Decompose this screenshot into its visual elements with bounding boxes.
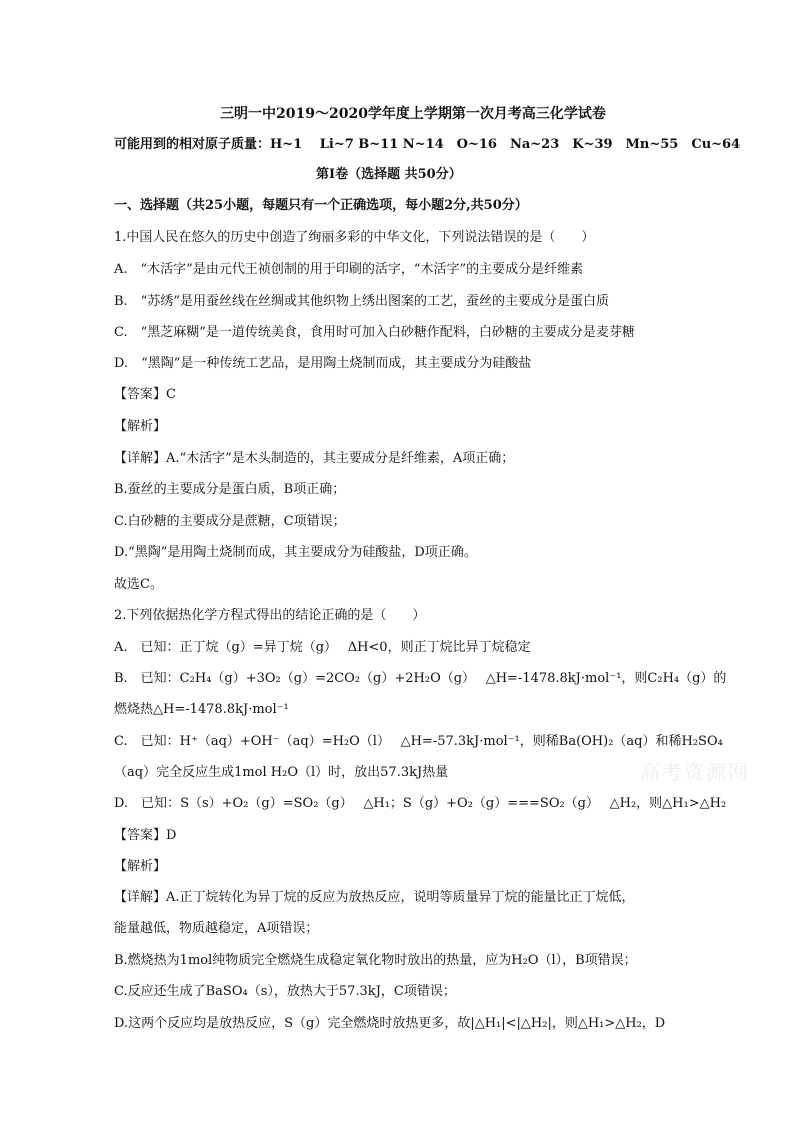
atomic-mass-line: 可能用到的相对原子质量：H~1 Li~7 B~11 N~14 O~16 Na~23 K~39 Mn~55 Cu~64 <box>114 137 741 152</box>
q1-detail-1: 【详解】A.“木活字”是木头制造的，其主要成分是纤维素，A项正确； <box>114 451 515 466</box>
part-heading: 一、选择题（共25小题，每题只有一个正确选项，每小题2分,共50分） <box>114 198 528 213</box>
q2-option-b-line1: B. 已知：C₂H₄（g）+3O₂（g）=2CO₂（g）+2H₂O（g） △H=-1478.8kJ·mol⁻¹，则C₂H₄（g）的 <box>114 671 727 686</box>
section-heading: 第Ⅰ卷（选择题 共50分） <box>316 167 462 182</box>
q1-option-d: D. “黑陶”是一种传统工艺品，是用陶土烧制而成，其主要成分为硅酸盐 <box>114 356 532 371</box>
q1-analysis-label: 【解析】 <box>114 419 167 434</box>
q2-option-a: A. 已知：正丁烷（g）=异丁烷（g） ΔH<0，则正丁烷比异丁烷稳定 <box>114 640 531 655</box>
q2-detail-2: 能量越低，物质越稳定，A项错误； <box>114 921 319 936</box>
q2-detail-1: 【详解】A.正丁烷转化为异丁烷的反应为放热反应，说明等质量异丁烷的能量比正丁烷低， <box>114 890 635 905</box>
q1-detail-4: D.“黑陶”是用陶土烧制而成，其主要成分为硅酸盐，D项正确。 <box>114 545 477 560</box>
q2-option-c-line2: （aq）完全反应生成1mol H₂O（l）时，放出57.3kJ热量 <box>114 765 449 780</box>
q1-detail-3: C.白砂糖的主要成分是蔗糖，C项错误； <box>114 514 346 529</box>
watermark: 高考资源网 <box>640 760 750 784</box>
q2-option-b-line2: 燃烧热△H=-1478.8kJ·mol⁻¹ <box>114 702 289 717</box>
q1-detail-5: 故选C。 <box>114 577 163 592</box>
q2-detail-5: D.这两个反应均是放热反应，S（g）完全燃烧时放热更多，故|△H₁|<|△H₂|，则△H₁>△H₂，D <box>114 1016 666 1031</box>
exam-title: 三明一中2019～2020学年度上学期第一次月考高三化学试卷 <box>220 106 606 122</box>
q1-stem: 1.中国人民在悠久的历史中创造了绚丽多彩的中华文化，下列说法错误的是（ ） <box>114 230 595 245</box>
q2-detail-3: B.燃烧热为1mol纯物质完全燃烧生成稳定氧化物时放出的热量，应为H₂O（l），B项错误； <box>114 953 637 968</box>
q2-option-d: D. 已知：S（s）+O₂（g）=SO₂（g） △H₁；S（g）+O₂（g）===SO₂（g） △H₂，则△H₁>△H₂ <box>114 796 727 811</box>
q1-option-c: C. “黑芝麻糊”是一道传统美食，食用时可加入白砂糖作配料，白砂糖的主要成分是麦芽糖 <box>114 325 635 340</box>
q2-option-c-line1: C. 已知：H⁺（aq）+OH⁻（aq）=H₂O（l） △H=-57.3kJ·mol⁻¹，则稀Ba(OH)₂（aq）和稀H₂SO₄ <box>114 734 723 749</box>
q2-stem: 2.下列依据热化学方程式得出的结论正确的是（ ） <box>114 608 426 623</box>
q1-option-b: B. “苏绣”是用蚕丝线在丝绸或其他织物上绣出图案的工艺，蚕丝的主要成分是蛋白质 <box>114 294 609 309</box>
q2-answer: 【答案】D <box>114 828 177 843</box>
q1-detail-2: B.蚕丝的主要成分是蛋白质，B项正确； <box>114 482 346 497</box>
q1-answer: 【答案】C <box>114 387 176 402</box>
q2-detail-4: C.反应还生成了BaSO₄（s），放热大于57.3kJ，C项错误； <box>114 984 456 999</box>
q2-analysis-label: 【解析】 <box>114 859 167 874</box>
q1-option-a: A. “木活字”是由元代王祯创制的用于印刷的活字，“木活字”的主要成分是纤维素 <box>114 262 584 277</box>
